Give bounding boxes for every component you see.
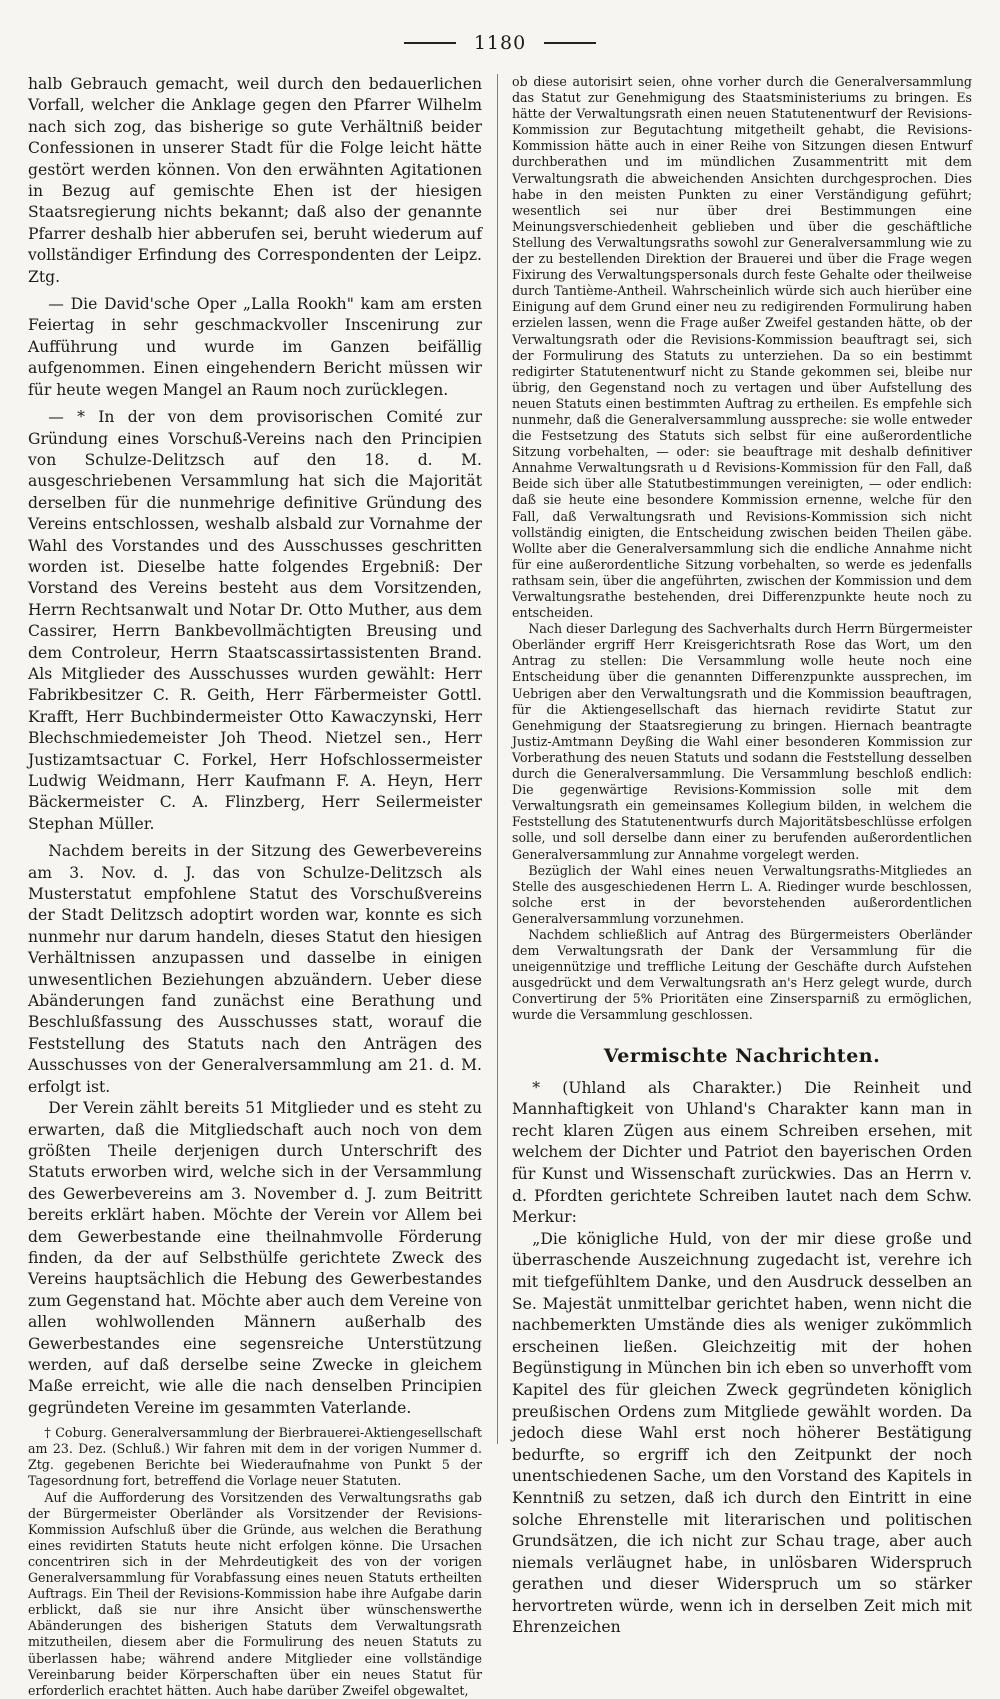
left-column [28, 74, 482, 1698]
article-paragraph: † Coburg. Generalversammlung der Bierbrauerei-Aktiengesellschaft am 23. Dez. (Schluß.) Wir fahren mit dem in der vorigen Nummer d. Ztg. gegebenen Berichte bei Wiederaufnahme von Punkt 5 der Tagesordnung fort, betreffend die Vorlage neuer Statuten. [28, 1425, 482, 1489]
article-paragraph: Nach dieser Darlegung des Sachverhalts durch Herrn Bürgermeister Oberländer ergriff Herr Kreisgerichtsrath Rose das Wort, um den Antrag zu stellen: Die Versammlung wolle heute noch eine Entscheidung über die genannten Differenzpunkte aussprechen, im Uebrigen aber den Verwaltungsrath und die Kommission beauftragen, für die Aktiengesellschaft das hiernach revidirte Statut zur Genehmigung der Staatsregierung zu bringen. Hiernach beantragte Justiz-Amtmann Deyßing die Wahl einer besonderen Kommission zur Vorberathung des neuen Statuts und sodann die Feststellung desselben durch die Generalversammlung. Die Versammlung beschloß endlich: Die gegenwärtige Revisions-Kommission solle mit dem Verwaltungsrath ein gemeinsames Kollegium bilden, in welchem die Feststellung des Statutenentwurfs durch Majoritätsbeschlüsse erfolgen solle, und soll derselbe dann einer zu berufenden außerordentlichen Generalversammlung zur Annahme vorgelegt werden. [512, 621, 972, 862]
article-paragraph: Nachdem schließlich auf Antrag des Bürgermeisters Oberländer dem Verwaltungsrath der Dank der Versammlung für die uneigennützige und treffliche Leitung der Geschäfte durch Aufstehen ausgedrückt und dem Verwaltungsrath an's Herz gelegt wurde, durch Convertirung der 5% Prioritäten eine Zinsersparniß zu ermöglichen, wurde die Versammlung geschlossen. [512, 926, 972, 1023]
section-heading-text: Vermischte Nachrichten. [603, 1044, 881, 1067]
section-heading [512, 1044, 972, 1067]
article-paragraph: * (Uhland als Charakter.) Die Reinheit und Mannhaftigkeit von Uhland's Charakter kann man in recht klaren Zügen aus einem Schreiben ersehen, mit welchem der Dichter und Patriot den bayerischen Orden für Kunst und Wissenschaft zurückwies. Das an Herrn v. d. Pfordten gerichtete Schreiben lautet nach dem Schw. Merkur: [512, 1078, 972, 1227]
article-paragraph: Der Verein zählt bereits 51 Mitglieder und es steht zu erwarten, daß die Mitgliedschaft auch noch von dem größten Theile derjenigen durch Unterschrift des Statuts erworben wird, welche sich in der Versammlung des Gewerbevereins am 3. November d. J. zum Beitritt bereits erklärt haben. Möchte der Verein vor Allem bei dem Gewerbestande eine theilnahmvolle Förderung finden, da der auf Selbsthülfe gerichtete Zweck des Vereins hauptsächlich die Hebung des Gewerbestandes zum Gegenstand hat. Möchte aber auch dem Vereine von allen wohlwollenden Männern außerhalb des Gewerbestandes eine segensreiche Unterstützung werden, auf daß derselbe seine Zwecke in gleichem Maße erreicht, wie alle die nach denselben Principien gegründeten Vereine im gesammten Vaterlande. [28, 1099, 482, 1417]
article-paragraph: Bezüglich der Wahl eines neuen Verwaltungsraths-Mitgliedes an Stelle des ausgeschiedenen Herrn L. A. Riedinger wurde beschlossen, solche erst in der bevorstehenden außerordentlichen Generalversammlung vorzunehmen. [512, 862, 972, 926]
page-header [0, 28, 1000, 58]
article-paragraph: — * In der von dem provisorischen Comité zur Gründung eines Vorschuß-Vereins nach den Principien von Schulze-Delitzsch auf den 18. d. M. ausgeschriebenen Versammlung hat sich die Majorität derselben für die nunmehrige definitive Gründung des Vereins entschlossen, weshalb alsbald zur Vornahme der Wahl des Vorstandes und des Ausschusses geschritten worden ist. Dieselbe hatte folgendes Ergebniß: Der Vorstand des Vereins besteht aus dem Vorsitzenden, Herrn Rechtsanwalt und Notar Dr. Otto Muther, aus dem Cassirer, Herrn Bankbevollmächtigten Breusing und dem Controleur, Herrn Staatscassirtassistenten Brand. Als Mitglieder des Ausschusses wurden gewählt: Herr Fabrikbesitzer C. R. Geith, Herr Färbermeister Gottl. Krafft, Herr Buchbindermeister Otto Kawaczynski, Herr Blechschmiedemeister Joh Theod. Nietzel sen., Herr Justizamtsactuar C. Forkel, Herr Hofschlossermeister Ludwig Weidmann, Herr Kaufmann F. A. Heyn, Herr Bäckermeister C. A. Flinzberg, Herr Seilermeister Stephan Müller. [28, 408, 482, 833]
article-paragraph: — Die David'sche Oper „Lalla Rookh" kam am ersten Feiertag in sehr geschmackvoller Inscenirung zur Aufführung und wurde im Ganzen beifällig aufgenommen. Einen eingehendern Bericht müssen wir für heute wegen Mangel an Raum noch zurücklegen. [28, 295, 482, 399]
article-paragraph: „Die königliche Huld, von der mir diese große und überraschende Auszeichnung zugedacht ist, verehre ich mit tiefgefühltem Danke, und den Ausdruck desselben an Se. Majestät unmittelbar gerichtet haben, wenn nicht die nachbemerkten Umstände dies als weniger zukömmlich erscheinen ließen. Gleichzeitig mit der hohen Begünstigung in München bin ich eben so unverhofft vom Kapitel des für gleichen Zweck gegründeten königlich preußischen Ordens zum Mitgliede gewählt worden. Da jedoch diese Wahl erst noch höherer Bestätigung bedurfte, so ergriff ich den Zeitpunkt der noch unentschiedenen Sache, um den Vorstand des Kapitels in Kenntniß zu setzen, daß ich durch den Eintritt in eine solche Ehrenstelle mit literarischen und politischen Grundsätzen, die ich nicht zur Schau trage, aber auch niemals verläugnet habe, in unlösbaren Widerspruch gerathen und dieser Widerspruch um so stärker hervortreten würde, wenn ich in derselben Zeit mich mit Ehrenzeichen [512, 1229, 972, 1637]
article-paragraph: halb Gebrauch gemacht, weil durch den bedauerlichen Vorfall, welcher die Anklage gegen den Pfarrer Wilhelm nach sich zog, das bisherige so gute Verhältniß beider Confessionen in unserer Stadt für die Folge leicht hätte gestört werden können. Von den erwähnten Agitationen in Bezug auf gemischte Ehen ist der hiesigen Staatsregierung nichts bekannt; daß also der genannte Pfarrer deshalb hier abberufen sei, beruht wiederum auf vollständiger Erfindung des Correspondenten der Leipz. Ztg. [28, 75, 482, 286]
article-paragraph: ob diese autorisirt seien, ohne vorher durch die Generalversammlung das Statut zur Genehmigung des Staatsministeriums zu bringen. Es hätte der Verwaltungsrath einen neuen Statutenentwurf der Revisions-Kommission zur Begutachtung mitgetheilt gehabt, die Revisions-Kommission hätte auch in einer Reihe von Sitzungen diesen Entwurf durchberathen und im mündlichen Zusammentritt mit dem Verwaltungsrath die abweichenden Ansichten durchgesprochen. Dies habe in den meisten Punkten zu einer Verständigung geführt; wesentlich sei nur über drei Bestimmungen eine Meinungsverschiedenheit geblieben und über die geschäftliche Stellung des Verwaltungsraths sowohl zur Generalversammlung wie zu der zu bestellenden Direktion der Brauerei und über die Frage wegen Fixirung des Verwaltungspersonals durch feste Gehalte oder theilweise durch Tantième-Antheil. Wahrscheinlich würde sich auch hierüber eine Einigung auf dem Grund einer neu zu redigirenden Formulirung haben erzielen lassen, wenn die Frage außer Zweifel gestanden hätte, ob der Verwaltungsrath oder die Revisions-Kommission beauftragt sei, sich der Formulirung des Statuts zu unterziehen. Da so ein bestimmt redigirter Statutenentwurf nicht zu Stande gekommen sei, bleibe nur übrig, den Gegenstand noch zu vertagen und über Aufstellung des neuen Statuts einen bestimmten Auftrag zu ertheilen. Es empfehle sich nunmehr, daß die Generalversammlung ausspreche: sie wolle entweder die Festsetzung des Statuts sich selbst für eine außerordentliche Sitzung vorbehalten, — oder: sie beauftrage mit deshalb definitiver Annahme Verwaltungsrath u d Revisions-Kommission für den Fall, daß Beide sich über alle Statutbestimmungen vereinigten, — oder endlich: daß sie heute eine besondere Kommission ernenne, welche für den Fall, daß Verwaltungsrath und Revisions-Kommission sich nicht vollständig einigten, die Entscheidung zwischen beiden Theilen gäbe. Wollte aber die Generalversammlung sich die endliche Annahme nicht für eine außerordentliche Sitzung vorbehalten, so werde es jedenfalls rathsam sein, über die angeführten, zwischen der Kommission und dem Verwaltungsrathe bestehenden, drei Differenzpunkte heute noch zu entscheiden. [512, 74, 972, 621]
right-column [512, 74, 972, 1637]
page-number: 1180 [473, 32, 527, 54]
article-paragraph: Auf die Aufforderung des Vorsitzenden des Verwaltungsraths gab der Bürgermeister Oberländer als Vorsitzender der Revisions-Kommission Aufschluß über die Gründe, aus welchen die Berathung eines revidirten Statuts heute nicht erfolgen könne. Die Ursachen concentriren sich in der Mehrdeutigkeit des von der vorigen Generalversammlung für Vorabfassung eines neuen Statuts ertheilten Auftrags. Ein Theil der Revisions-Kommission habe ihre Aufgabe darin erblickt, daß sie nur ihre Ansicht über wünschenswerthe Abänderungen des bisherigen Statuts dem Verwaltungsrath mitzutheilen, diesem aber die Formulirung des neuen Statuts zu überlassen habe; während andere Mitglieder eine vollständige Vereinbarung beider Körperschaften über ein neues Statut für erforderlich erachtet hätten. Auch habe darüber Zweifel obgewaltet, [28, 1489, 482, 1698]
header-rule-left [404, 42, 456, 44]
article-paragraph: Nachdem bereits in der Sitzung des Gewerbevereins am 3. Nov. d. J. das von Schulze-Delitzsch als Musterstatut empfohlene Statut des Vorschußvereins der Stadt Delitzsch adoptirt worden war, konnte es sich nunmehr nur darum handeln, dieses Statut den hiesigen Verhältnissen anzupassen und dasselbe in einigen unwesentlichen Beziehungen abzuändern. Ueber diese Abänderungen fand zunächst eine Berathung und Beschlußfassung des Ausschusses statt, worauf die Feststellung des Statuts nach den Anträgen des Ausschusses von der Generalversammlung am 21. d. M. erfolgt ist. [28, 842, 482, 1096]
column-divider [497, 74, 498, 1444]
header-rule-right [544, 42, 596, 44]
